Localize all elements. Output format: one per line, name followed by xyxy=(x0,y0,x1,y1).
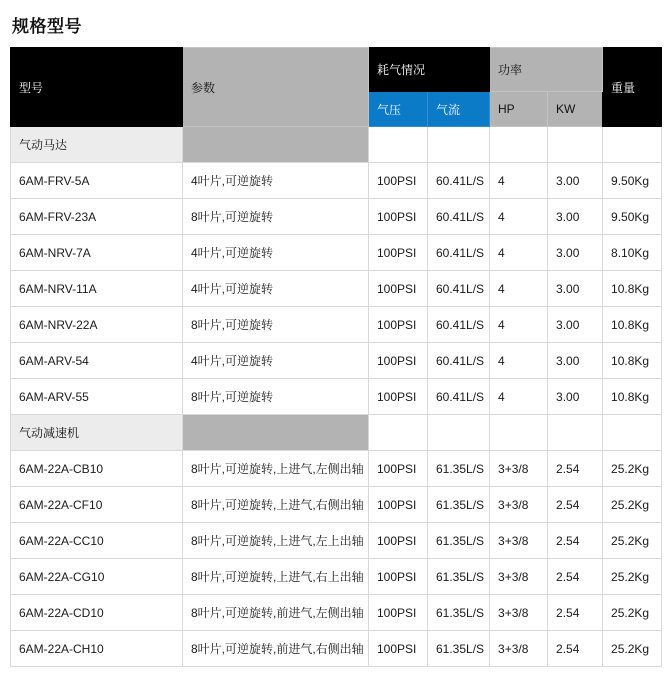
cell-weight: 25.2Kg xyxy=(603,631,662,667)
cell-hp: 3+3/8 xyxy=(490,487,548,523)
table-head xyxy=(11,48,662,127)
cell-model: 6AM-NRV-7A xyxy=(11,235,183,271)
header-model: 型号 xyxy=(11,48,183,127)
cell-model: 6AM-NRV-11A xyxy=(11,271,183,307)
section-row xyxy=(11,415,662,451)
cell-weight: 10.8Kg xyxy=(603,343,662,379)
table-row xyxy=(11,199,662,235)
cell-flow: 61.35L/S xyxy=(428,595,490,631)
cell-pressure: 100PSI xyxy=(369,163,428,199)
cell-param: 8叶片,可逆旋转,上进气,左侧出轴 xyxy=(183,451,369,487)
cell-kw: 3.00 xyxy=(548,379,603,415)
section-spacer-cell xyxy=(428,127,490,163)
cell-weight: 10.8Kg xyxy=(603,271,662,307)
cell-kw: 2.54 xyxy=(548,559,603,595)
cell-weight: 25.2Kg xyxy=(603,523,662,559)
cell-param: 8叶片,可逆旋转 xyxy=(183,379,369,415)
cell-model: 6AM-FRV-5A xyxy=(11,163,183,199)
section-spacer-cell xyxy=(428,415,490,451)
cell-param: 4叶片,可逆旋转 xyxy=(183,163,369,199)
cell-param: 8叶片,可逆旋转,上进气,左上出轴 xyxy=(183,523,369,559)
table-row xyxy=(11,307,662,343)
cell-weight: 9.50Kg xyxy=(603,199,662,235)
cell-kw: 3.00 xyxy=(548,235,603,271)
cell-pressure: 100PSI xyxy=(369,307,428,343)
table-row xyxy=(11,559,662,595)
table-row xyxy=(11,163,662,199)
section-spacer-cell xyxy=(369,415,428,451)
cell-kw: 2.54 xyxy=(548,631,603,667)
section-spacer-cell xyxy=(183,127,369,163)
cell-flow: 60.41L/S xyxy=(428,163,490,199)
cell-kw: 2.54 xyxy=(548,595,603,631)
cell-model: 6AM-ARV-54 xyxy=(11,343,183,379)
cell-param: 8叶片,可逆旋转,上进气,右侧出轴 xyxy=(183,487,369,523)
header-param: 参数 xyxy=(183,48,369,127)
section-spacer-cell xyxy=(183,415,369,451)
cell-pressure: 100PSI xyxy=(369,199,428,235)
table-body xyxy=(11,127,662,667)
table-row xyxy=(11,595,662,631)
cell-flow: 60.41L/S xyxy=(428,199,490,235)
table-row xyxy=(11,271,662,307)
cell-flow: 60.41L/S xyxy=(428,271,490,307)
cell-model: 6AM-NRV-22A xyxy=(11,307,183,343)
cell-weight: 10.8Kg xyxy=(603,307,662,343)
page-title: 规格型号 xyxy=(12,17,82,36)
cell-weight: 25.2Kg xyxy=(603,451,662,487)
cell-param: 8叶片,可逆旋转 xyxy=(183,199,369,235)
cell-pressure: 100PSI xyxy=(369,235,428,271)
cell-flow: 61.35L/S xyxy=(428,559,490,595)
header-kw: KW xyxy=(548,92,603,127)
header-row-main xyxy=(11,48,662,92)
table-row xyxy=(11,451,662,487)
cell-kw: 3.00 xyxy=(548,343,603,379)
section-row xyxy=(11,127,662,163)
header-hp: HP xyxy=(490,92,548,127)
cell-param: 8叶片,可逆旋转,前进气,右侧出轴 xyxy=(183,631,369,667)
header-flow: 气流 xyxy=(428,92,490,127)
cell-model: 6AM-FRV-23A xyxy=(11,199,183,235)
cell-flow: 60.41L/S xyxy=(428,235,490,271)
header-weight: 重量 xyxy=(603,48,662,127)
section-spacer-cell xyxy=(548,127,603,163)
cell-kw: 2.54 xyxy=(548,451,603,487)
cell-model: 6AM-22A-CD10 xyxy=(11,595,183,631)
section-spacer-cell xyxy=(603,415,662,451)
cell-pressure: 100PSI xyxy=(369,487,428,523)
cell-pressure: 100PSI xyxy=(369,379,428,415)
section-title: 气动马达 xyxy=(11,127,183,163)
cell-model: 6AM-22A-CF10 xyxy=(11,487,183,523)
cell-weight: 25.2Kg xyxy=(603,559,662,595)
cell-weight: 25.2Kg xyxy=(603,487,662,523)
cell-weight: 25.2Kg xyxy=(603,595,662,631)
cell-pressure: 100PSI xyxy=(369,343,428,379)
cell-model: 6AM-22A-CC10 xyxy=(11,523,183,559)
cell-param: 8叶片,可逆旋转,上进气,右上出轴 xyxy=(183,559,369,595)
cell-param: 4叶片,可逆旋转 xyxy=(183,343,369,379)
section-spacer-cell xyxy=(490,415,548,451)
table-row xyxy=(11,379,662,415)
cell-hp: 3+3/8 xyxy=(490,451,548,487)
cell-kw: 3.00 xyxy=(548,199,603,235)
header-air-consumption: 耗气情况 xyxy=(369,48,490,92)
cell-pressure: 100PSI xyxy=(369,631,428,667)
cell-flow: 60.41L/S xyxy=(428,307,490,343)
cell-model: 6AM-ARV-55 xyxy=(11,379,183,415)
cell-kw: 2.54 xyxy=(548,487,603,523)
cell-flow: 60.41L/S xyxy=(428,379,490,415)
cell-kw: 3.00 xyxy=(548,271,603,307)
cell-hp: 4 xyxy=(490,163,548,199)
cell-param: 8叶片,可逆旋转,前进气,左侧出轴 xyxy=(183,595,369,631)
cell-kw: 2.54 xyxy=(548,523,603,559)
cell-hp: 3+3/8 xyxy=(490,631,548,667)
cell-param: 8叶片,可逆旋转 xyxy=(183,307,369,343)
cell-param: 4叶片,可逆旋转 xyxy=(183,235,369,271)
cell-model: 6AM-22A-CG10 xyxy=(11,559,183,595)
cell-flow: 61.35L/S xyxy=(428,451,490,487)
section-spacer-cell xyxy=(548,415,603,451)
cell-flow: 60.41L/S xyxy=(428,343,490,379)
cell-pressure: 100PSI xyxy=(369,271,428,307)
section-spacer-cell xyxy=(603,127,662,163)
cell-weight: 10.8Kg xyxy=(603,379,662,415)
section-spacer-cell xyxy=(369,127,428,163)
cell-hp: 4 xyxy=(490,235,548,271)
cell-kw: 3.00 xyxy=(548,307,603,343)
cell-hp: 4 xyxy=(490,343,548,379)
cell-model: 6AM-22A-CH10 xyxy=(11,631,183,667)
cell-flow: 61.35L/S xyxy=(428,631,490,667)
header-pressure: 气压 xyxy=(369,92,428,127)
header-power: 功率 xyxy=(490,48,603,92)
cell-flow: 61.35L/S xyxy=(428,487,490,523)
table-row xyxy=(11,523,662,559)
section-spacer-cell xyxy=(490,127,548,163)
cell-hp: 4 xyxy=(490,379,548,415)
cell-pressure: 100PSI xyxy=(369,523,428,559)
table-row xyxy=(11,235,662,271)
cell-flow: 61.35L/S xyxy=(428,523,490,559)
cell-pressure: 100PSI xyxy=(369,559,428,595)
cell-hp: 3+3/8 xyxy=(490,595,548,631)
cell-hp: 3+3/8 xyxy=(490,559,548,595)
specification-table xyxy=(10,47,662,667)
cell-model: 6AM-22A-CB10 xyxy=(11,451,183,487)
cell-hp: 4 xyxy=(490,307,548,343)
cell-hp: 4 xyxy=(490,271,548,307)
table-row xyxy=(11,343,662,379)
cell-hp: 3+3/8 xyxy=(490,523,548,559)
section-title: 气动减速机 xyxy=(11,415,183,451)
table-row xyxy=(11,487,662,523)
cell-weight: 8.10Kg xyxy=(603,235,662,271)
cell-hp: 4 xyxy=(490,199,548,235)
cell-pressure: 100PSI xyxy=(369,451,428,487)
cell-weight: 9.50Kg xyxy=(603,163,662,199)
cell-kw: 3.00 xyxy=(548,163,603,199)
cell-param: 4叶片,可逆旋转 xyxy=(183,271,369,307)
cell-pressure: 100PSI xyxy=(369,595,428,631)
table-row xyxy=(11,631,662,667)
